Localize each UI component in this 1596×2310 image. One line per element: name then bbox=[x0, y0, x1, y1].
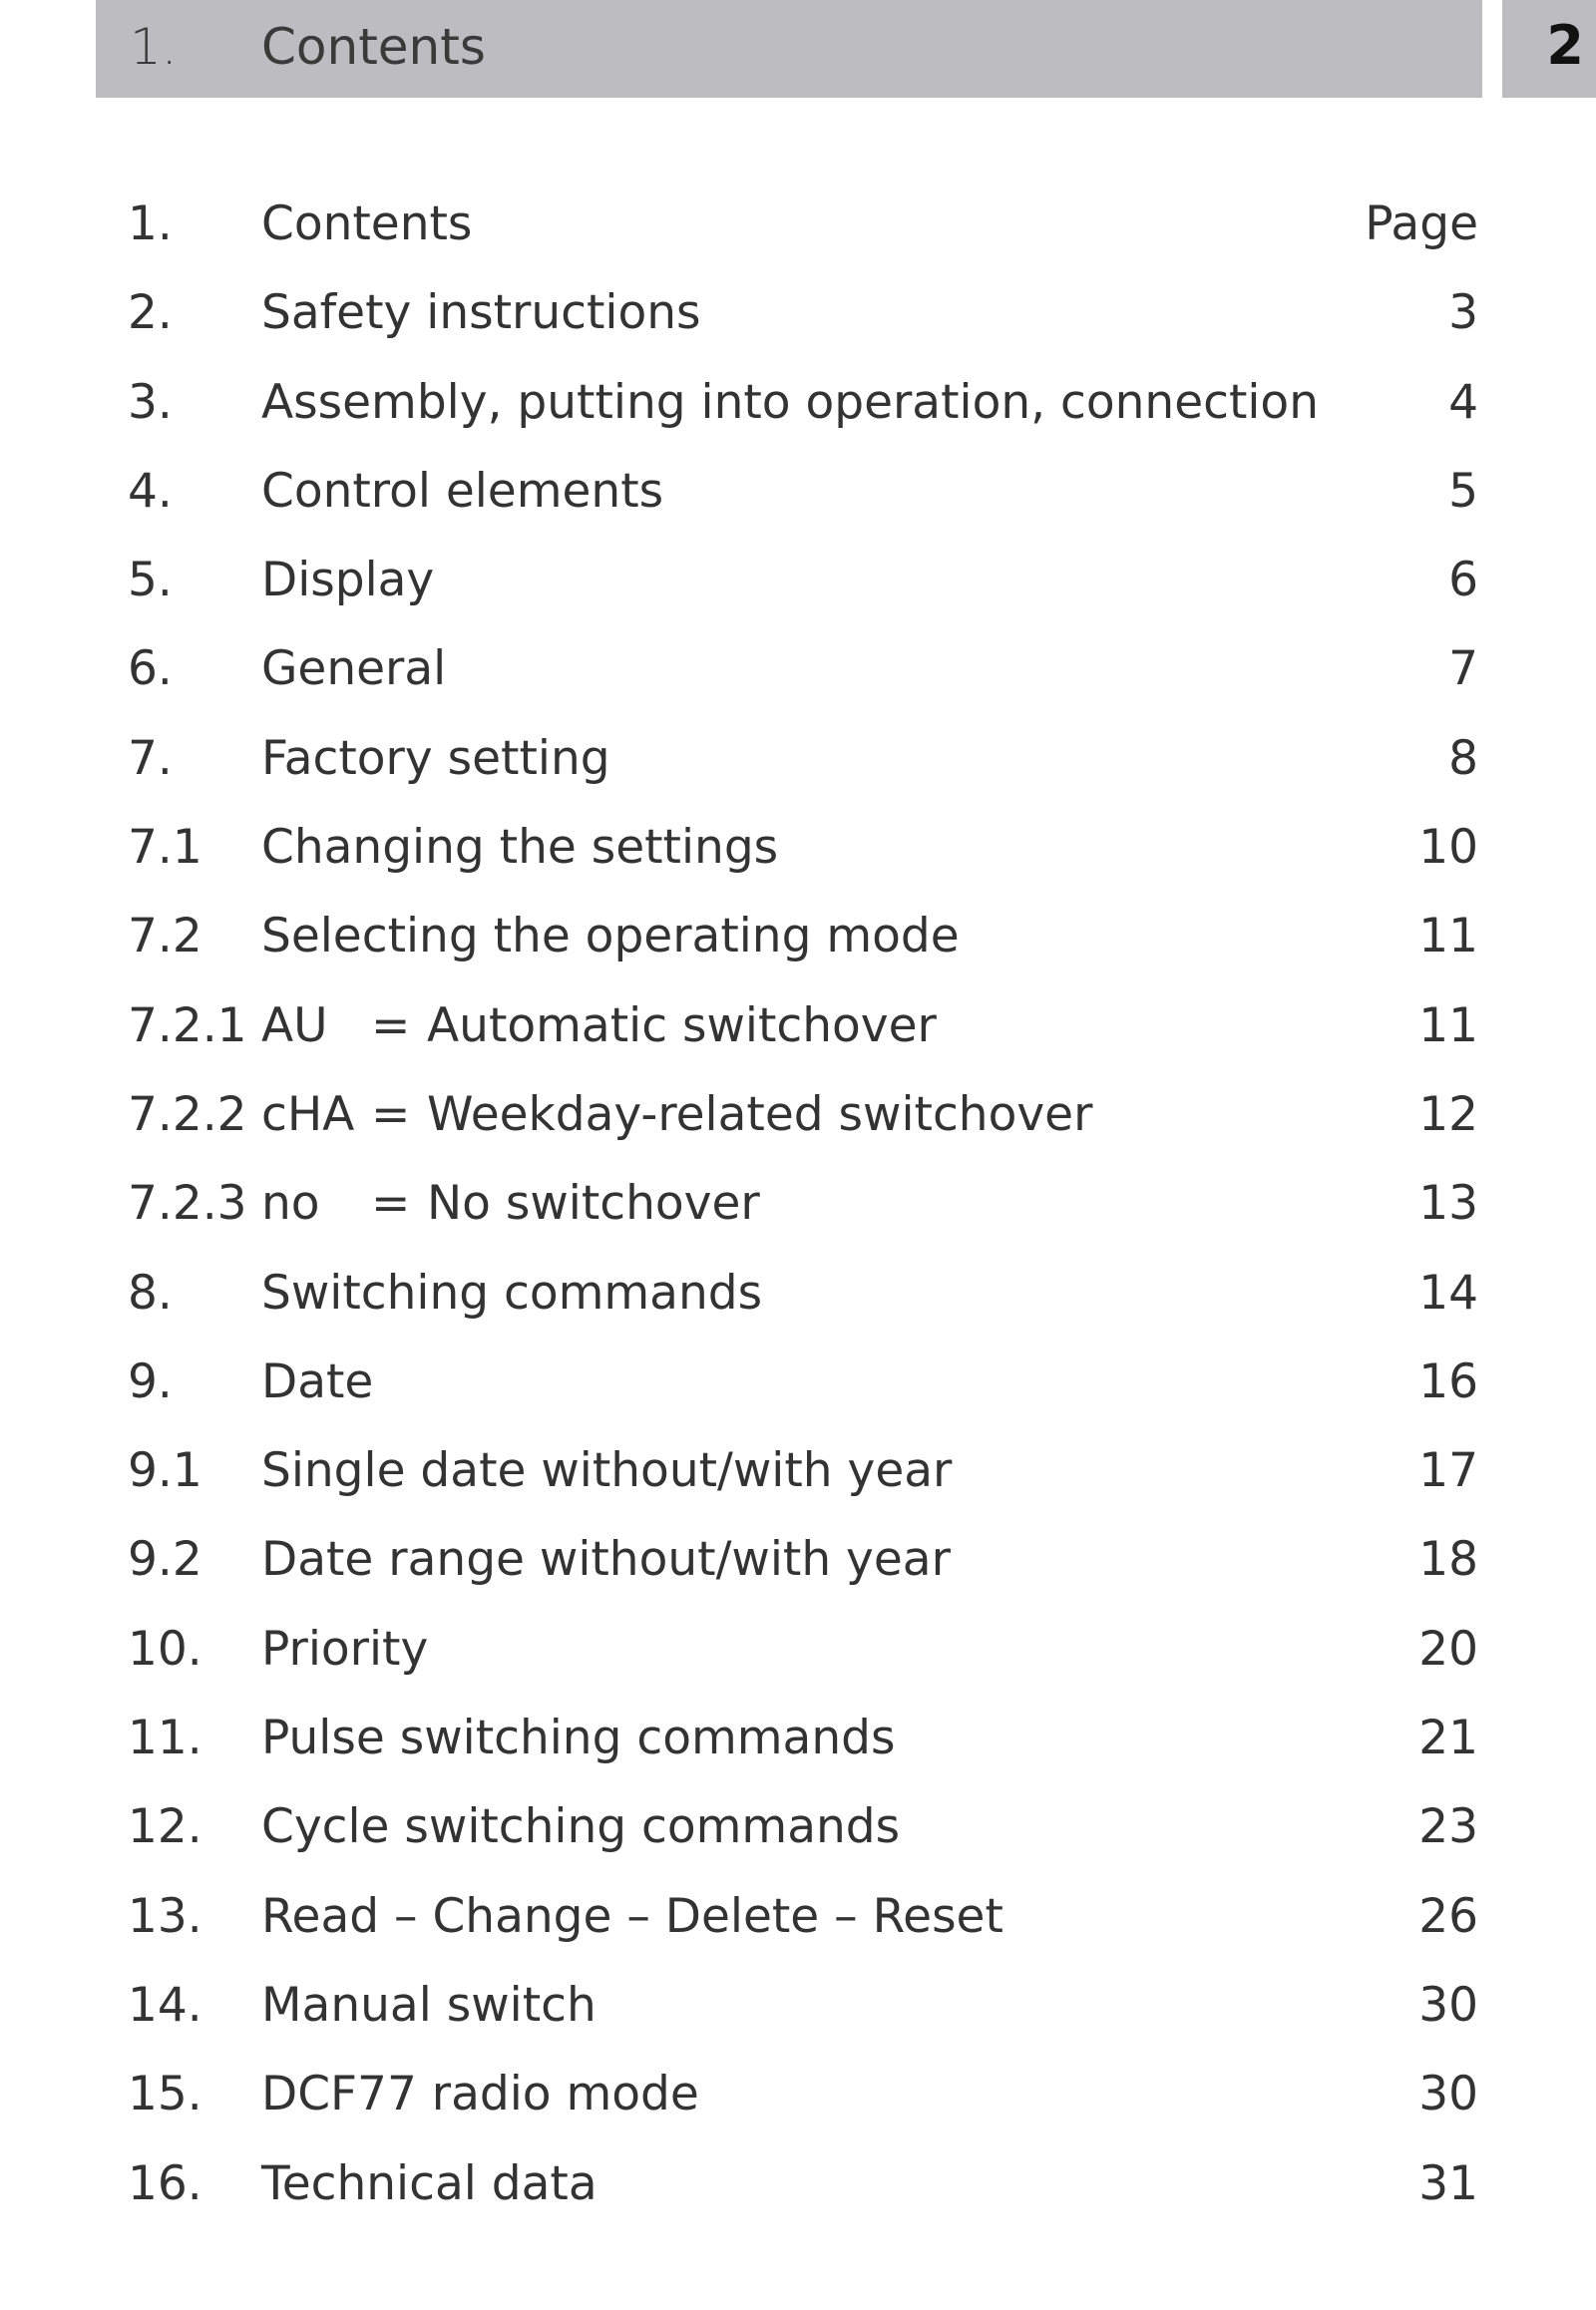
toc-entry[interactable] bbox=[128, 2060, 1478, 2148]
toc-entry-title: General bbox=[261, 641, 447, 697]
toc-entry-title: Manual switch bbox=[261, 1977, 597, 2033]
section-header-bar bbox=[96, 0, 1482, 98]
toc-entry-number: 7.2.3 bbox=[128, 1176, 247, 1232]
toc-entry-page: 30 bbox=[1418, 1977, 1478, 2033]
toc-entry-page: 6 bbox=[1448, 553, 1478, 608]
toc-entry-page: 11 bbox=[1418, 909, 1478, 964]
toc-heading-row bbox=[128, 190, 1478, 278]
toc-entry-number: 8. bbox=[128, 1265, 173, 1321]
toc-entry-page: 16 bbox=[1418, 1353, 1478, 1409]
toc-entry[interactable] bbox=[128, 724, 1478, 813]
toc-entry-title: Safety instructions bbox=[261, 285, 701, 341]
toc-entry-title: Date bbox=[261, 1353, 374, 1409]
toc-mode-entry[interactable] bbox=[128, 991, 1478, 1080]
toc-entry-number: 15. bbox=[128, 2067, 202, 2122]
toc-entry-page: 14 bbox=[1418, 1265, 1478, 1321]
toc-entry-page: 18 bbox=[1418, 1532, 1478, 1588]
toc-entry[interactable] bbox=[128, 1525, 1478, 1614]
toc-entry-number: 14. bbox=[128, 1977, 202, 2033]
toc-entry-page: 21 bbox=[1418, 1711, 1478, 1766]
toc-entry-number: 6. bbox=[128, 641, 173, 697]
toc-entry-title: DCF77 radio mode bbox=[261, 2067, 699, 2122]
toc-entry-title: Changing the settings bbox=[261, 820, 779, 876]
toc-entry-number: 7.2 bbox=[128, 909, 202, 964]
toc-entry-title: Control elements bbox=[261, 463, 664, 519]
toc-entry-number: 7.2.2 bbox=[128, 1086, 247, 1142]
toc-entry[interactable] bbox=[128, 634, 1478, 723]
toc-entry[interactable] bbox=[128, 813, 1478, 902]
toc-entry-page: 12 bbox=[1418, 1086, 1478, 1142]
toc-entry-page: 23 bbox=[1418, 1799, 1478, 1855]
toc-entry-page: 11 bbox=[1418, 997, 1478, 1053]
toc-entry-number: 3. bbox=[128, 374, 173, 430]
section-title: Contents bbox=[261, 18, 486, 76]
mode-description: No switchover bbox=[427, 1176, 760, 1232]
toc-entry[interactable] bbox=[128, 1615, 1478, 1704]
toc-entry[interactable] bbox=[128, 1704, 1478, 1792]
toc-entry-number: 12. bbox=[128, 1799, 202, 1855]
mode-description: Weekday-related switchover bbox=[427, 1086, 1093, 1142]
toc-entry-page: 4 bbox=[1448, 374, 1478, 430]
toc-entry-title: Cycle switching commands bbox=[261, 1799, 901, 1855]
toc-entry-title: Display bbox=[261, 553, 435, 608]
toc-entry-page: 10 bbox=[1418, 820, 1478, 876]
toc-entry-title: Assembly, putting into operation, connection bbox=[261, 374, 1319, 430]
toc-entry[interactable] bbox=[128, 1348, 1478, 1436]
toc-entry-number: 16. bbox=[128, 2155, 202, 2211]
toc-entry[interactable] bbox=[128, 1259, 1478, 1348]
toc-entry-page: 13 bbox=[1418, 1176, 1478, 1232]
toc-mode-entry[interactable] bbox=[128, 1169, 1478, 1258]
page-column-label: Page bbox=[1365, 196, 1478, 251]
toc-entry-title: Priority bbox=[261, 1621, 429, 1677]
toc-entry-number: 9.2 bbox=[128, 1532, 202, 1588]
section-number: 1. bbox=[130, 18, 178, 76]
toc-entry[interactable] bbox=[128, 1882, 1478, 1971]
toc-entry[interactable] bbox=[128, 1436, 1478, 1525]
mode-description: Automatic switchover bbox=[427, 997, 937, 1053]
toc-mode-entry[interactable] bbox=[128, 1080, 1478, 1169]
toc-entry-number: 7. bbox=[128, 730, 173, 786]
toc-entry-title: Pulse switching commands bbox=[261, 1711, 896, 1766]
toc-entry-title: Selecting the operating mode bbox=[261, 909, 960, 964]
toc-entry-number: 9. bbox=[128, 1353, 173, 1409]
toc-entry[interactable] bbox=[128, 2149, 1478, 2238]
toc-entry[interactable] bbox=[128, 278, 1478, 367]
toc-entry[interactable] bbox=[128, 1971, 1478, 2060]
mode-code: cHA bbox=[261, 1086, 355, 1142]
toc-entry-title: Technical data bbox=[261, 2155, 598, 2211]
equals-sign: = bbox=[371, 1086, 411, 1142]
toc-entry-page: 5 bbox=[1448, 463, 1478, 519]
toc-entry-number: 5. bbox=[128, 553, 173, 608]
toc-entry-number: 11. bbox=[128, 1711, 202, 1766]
equals-sign: = bbox=[371, 1176, 411, 1232]
toc-entry-page: 3 bbox=[1448, 285, 1478, 341]
mode-code: AU bbox=[261, 997, 328, 1053]
toc-entry-number: 4. bbox=[128, 463, 173, 519]
toc-entry-page: 30 bbox=[1418, 2067, 1478, 2122]
table-of-contents bbox=[128, 190, 1478, 2238]
toc-entry[interactable] bbox=[128, 546, 1478, 634]
toc-entry-number: 7.2.1 bbox=[128, 997, 247, 1053]
page-number-tab bbox=[1502, 0, 1596, 98]
toc-entry[interactable] bbox=[128, 457, 1478, 546]
toc-heading-number: 1. bbox=[128, 196, 173, 251]
toc-entry-page: 31 bbox=[1418, 2155, 1478, 2211]
toc-entry[interactable] bbox=[128, 902, 1478, 990]
toc-heading-title: Contents bbox=[261, 196, 473, 251]
toc-entry-page: 20 bbox=[1418, 1621, 1478, 1677]
toc-entry-title: Single date without/with year bbox=[261, 1443, 953, 1499]
toc-entry-title: Date range without/with year bbox=[261, 1532, 951, 1588]
toc-entry-number: 2. bbox=[128, 285, 173, 341]
toc-entry[interactable] bbox=[128, 368, 1478, 457]
toc-entry-page: 7 bbox=[1448, 641, 1478, 697]
toc-entry[interactable] bbox=[128, 1792, 1478, 1881]
toc-entry-number: 7.1 bbox=[128, 820, 202, 876]
toc-entry-page: 26 bbox=[1418, 1888, 1478, 1944]
toc-entry-number: 10. bbox=[128, 1621, 202, 1677]
toc-entry-title: Read – Change – Delete – Reset bbox=[261, 1888, 1003, 1944]
toc-entry-title: Factory setting bbox=[261, 730, 610, 786]
toc-entry-number: 9.1 bbox=[128, 1443, 202, 1499]
toc-entry-page: 17 bbox=[1418, 1443, 1478, 1499]
page-number: 2 bbox=[1546, 14, 1584, 77]
toc-entry-number: 13. bbox=[128, 1888, 202, 1944]
equals-sign: = bbox=[371, 997, 411, 1053]
mode-code: no bbox=[261, 1176, 320, 1232]
toc-entry-page: 8 bbox=[1448, 730, 1478, 786]
toc-entry-title: Switching commands bbox=[261, 1265, 763, 1321]
